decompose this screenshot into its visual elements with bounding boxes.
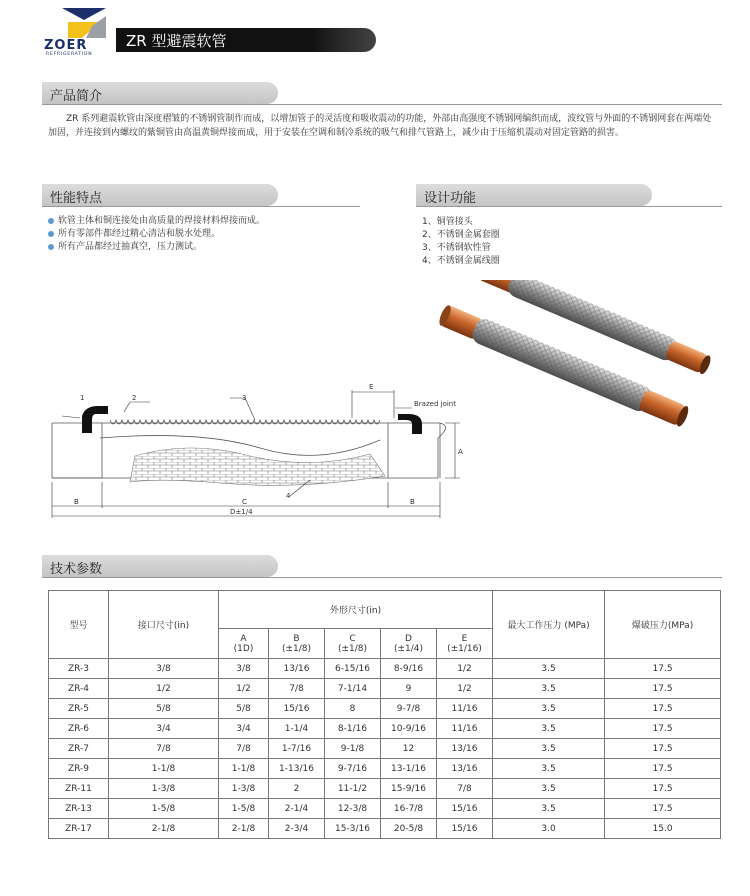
cell-max-pressure: 3.5 xyxy=(493,799,605,819)
diagram-label-3: 3 xyxy=(242,394,247,402)
cell-e: 1/2 xyxy=(437,659,493,679)
cell-burst-pressure: 17.5 xyxy=(605,739,721,759)
table-row xyxy=(49,679,721,699)
features-heading-rule xyxy=(42,206,360,207)
feature-text: 软管主体和铜连接处由高质量的焊接材料焊接而成。 xyxy=(58,216,266,226)
cell-d: 9 xyxy=(381,679,437,699)
cell-b: 13/16 xyxy=(269,659,325,679)
design-list xyxy=(422,216,622,268)
cell-a: 7/8 xyxy=(219,739,269,759)
col-header-b xyxy=(269,629,325,659)
cell-b: 2 xyxy=(269,779,325,799)
col-header-max-pressure: 最大工作压力 (MPa) xyxy=(493,591,605,659)
cell-max-pressure: 3.5 xyxy=(493,719,605,739)
cross-section-diagram xyxy=(40,378,470,523)
cell-model: ZR-11 xyxy=(49,779,109,799)
cell-port: 1/2 xyxy=(109,679,219,699)
col-header-c-tol: (±1/8) xyxy=(337,643,368,654)
table-row xyxy=(49,799,721,819)
cell-e: 15/16 xyxy=(437,799,493,819)
col-header-c xyxy=(325,629,381,659)
cell-burst-pressure: 15.0 xyxy=(605,819,721,839)
cell-c: 8-1/16 xyxy=(325,719,381,739)
specs-table xyxy=(48,590,721,839)
table-row xyxy=(49,819,721,839)
braid-net-area xyxy=(130,448,385,485)
list-item: 3、不锈钢软性管 xyxy=(422,243,491,253)
cell-a: 3/8 xyxy=(219,659,269,679)
cell-b: 1-7/16 xyxy=(269,739,325,759)
cell-burst-pressure: 17.5 xyxy=(605,759,721,779)
col-header-outer: 外形尺寸(in) xyxy=(219,591,493,629)
cell-c: 9-7/16 xyxy=(325,759,381,779)
table-row xyxy=(49,779,721,799)
col-header-model: 型号 xyxy=(49,591,109,659)
diagram-label-brazed: Brazed joint xyxy=(414,400,456,408)
cell-port: 2-1/8 xyxy=(109,819,219,839)
cell-d: 10-9/16 xyxy=(381,719,437,739)
features-heading: 性能特点 xyxy=(50,191,103,206)
cell-b: 15/16 xyxy=(269,699,325,719)
cell-c: 9-1/8 xyxy=(325,739,381,759)
cell-port: 1-3/8 xyxy=(109,779,219,799)
cell-e: 7/8 xyxy=(437,779,493,799)
col-header-e-name: E xyxy=(461,633,468,644)
col-header-burst-pressure: 爆破压力(MPa) xyxy=(605,591,721,659)
cell-b: 1-1/4 xyxy=(269,719,325,739)
cell-e: 13/16 xyxy=(437,759,493,779)
table-row xyxy=(49,659,721,679)
cell-max-pressure: 3.5 xyxy=(493,659,605,679)
col-header-c-name: C xyxy=(349,633,356,644)
diagram-label-d: D±1/4 xyxy=(230,508,253,516)
cell-port: 1-1/8 xyxy=(109,759,219,779)
cell-c: 12-3/8 xyxy=(325,799,381,819)
cell-d: 12 xyxy=(381,739,437,759)
cell-model: ZR-13 xyxy=(49,799,109,819)
cell-d: 16-7/8 xyxy=(381,799,437,819)
cell-d: 15-9/16 xyxy=(381,779,437,799)
cell-port: 5/8 xyxy=(109,699,219,719)
bullet-icon xyxy=(48,244,54,250)
brand-tagline: REFRIGERATION xyxy=(46,52,93,57)
cell-c: 7-1/14 xyxy=(325,679,381,699)
table-row xyxy=(49,759,721,779)
cell-max-pressure: 3.5 xyxy=(493,779,605,799)
col-header-e-tol: (±1/16) xyxy=(447,643,482,654)
col-header-b-tol: (±1/8) xyxy=(281,643,312,654)
cell-b: 1-13/16 xyxy=(269,759,325,779)
bullet-icon xyxy=(48,231,54,237)
cell-a: 3/4 xyxy=(219,719,269,739)
cell-e: 13/16 xyxy=(437,739,493,759)
bullet-icon xyxy=(48,218,54,224)
col-header-a xyxy=(219,629,269,659)
col-header-b-name: B xyxy=(293,633,300,644)
cell-c: 6-15/16 xyxy=(325,659,381,679)
cell-model: ZR-9 xyxy=(49,759,109,779)
cell-c: 15-3/16 xyxy=(325,819,381,839)
col-header-a-name: A xyxy=(240,633,247,644)
specs-heading: 技术参数 xyxy=(50,562,103,577)
cell-c: 11-1/2 xyxy=(325,779,381,799)
hose-lower xyxy=(436,302,691,430)
cell-e: 11/16 xyxy=(437,719,493,739)
cell-model: ZR-5 xyxy=(49,699,109,719)
cell-a: 1-5/8 xyxy=(219,799,269,819)
diagram-label-b-left: B xyxy=(74,498,79,506)
cell-model: ZR-4 xyxy=(49,679,109,699)
cell-model: ZR-7 xyxy=(49,739,109,759)
cell-model: ZR-17 xyxy=(49,819,109,839)
cell-burst-pressure: 17.5 xyxy=(605,659,721,679)
hose-upper xyxy=(474,280,714,377)
cell-max-pressure: 3.5 xyxy=(493,699,605,719)
cell-max-pressure: 3.5 xyxy=(493,679,605,699)
cell-e: 15/16 xyxy=(437,819,493,839)
cell-port: 3/4 xyxy=(109,719,219,739)
cell-b: 2-3/4 xyxy=(269,819,325,839)
brand-name: ZOER xyxy=(44,38,88,53)
cell-e: 1/2 xyxy=(437,679,493,699)
cell-burst-pressure: 17.5 xyxy=(605,699,721,719)
specs-heading-rule xyxy=(42,577,722,578)
feature-text: 所有产品都经过抽真空，压力测试。 xyxy=(58,242,203,252)
ferrule-left xyxy=(82,406,108,433)
diagram-label-b-right: B xyxy=(410,498,415,506)
cell-a: 5/8 xyxy=(219,699,269,719)
cell-max-pressure: 3.0 xyxy=(493,819,605,839)
list-item: 4、不锈钢金属线圈 xyxy=(422,256,500,266)
col-header-d xyxy=(381,629,437,659)
cell-a: 2-1/8 xyxy=(219,819,269,839)
design-heading-rule xyxy=(416,206,722,207)
list-item: 2、不锈钢金属套圈 xyxy=(422,230,500,240)
diagram-label-2: 2 xyxy=(132,394,137,402)
features-list xyxy=(48,215,368,254)
table-row xyxy=(49,719,721,739)
cell-c: 8 xyxy=(325,699,381,719)
ferrule-right xyxy=(398,414,422,434)
cell-model: ZR-6 xyxy=(49,719,109,739)
cell-burst-pressure: 17.5 xyxy=(605,679,721,699)
dimension-e xyxy=(352,390,394,418)
diagram-label-1: 1 xyxy=(80,394,85,402)
cell-burst-pressure: 17.5 xyxy=(605,719,721,739)
page-title: ZR 型避震软管 xyxy=(126,32,227,50)
diagram-label-a: A xyxy=(458,448,463,456)
intro-heading-rule xyxy=(42,104,722,105)
cell-b: 2-1/4 xyxy=(269,799,325,819)
cell-max-pressure: 3.5 xyxy=(493,759,605,779)
cell-a: 1-1/8 xyxy=(219,759,269,779)
list-item: 1、铜管接头 xyxy=(422,217,473,227)
col-header-e xyxy=(437,629,493,659)
product-photo xyxy=(420,280,730,480)
col-header-d-tol: (±1/4) xyxy=(393,643,424,654)
design-heading: 设计功能 xyxy=(424,191,477,206)
cell-port: 1-5/8 xyxy=(109,799,219,819)
col-header-a-tol: (1D) xyxy=(233,643,254,654)
cell-d: 8-9/16 xyxy=(381,659,437,679)
cell-b: 7/8 xyxy=(269,679,325,699)
list-item xyxy=(48,215,368,228)
cell-model: ZR-3 xyxy=(49,659,109,679)
col-header-d-name: D xyxy=(405,633,412,644)
diagram-label-e: E xyxy=(369,383,374,391)
table-row xyxy=(49,739,721,759)
cell-d: 9-7/8 xyxy=(381,699,437,719)
diagram-label-4: 4 xyxy=(286,492,291,500)
diagram-label-c: C xyxy=(242,498,247,506)
table-row xyxy=(49,699,721,719)
cell-d: 20-5/8 xyxy=(381,819,437,839)
intro-heading: 产品简介 xyxy=(50,89,103,104)
feature-text: 所有零部件都经过精心清洁和脱水处理。 xyxy=(58,229,221,239)
cell-max-pressure: 3.5 xyxy=(493,739,605,759)
cell-burst-pressure: 17.5 xyxy=(605,779,721,799)
cell-e: 11/16 xyxy=(437,699,493,719)
specs-table-body xyxy=(49,659,721,839)
col-header-port: 接口尺寸(in) xyxy=(109,591,219,659)
list-item xyxy=(48,228,368,241)
cell-a: 1-3/8 xyxy=(219,779,269,799)
cell-a: 1/2 xyxy=(219,679,269,699)
list-item xyxy=(48,241,368,254)
cell-d: 13-1/16 xyxy=(381,759,437,779)
cell-port: 3/8 xyxy=(109,659,219,679)
intro-text: ZR 系列避震软管由深度褶皱的不锈钢管制作而成，以增加管子的灵活度和吸收震动的功能，外部由高强度不锈钢网编织而成，波纹管与外面的不锈钢网套在两端处加固，并连接到内螺纹的紫铜管由高温黄铜焊接而成，用于安装在空调和制冷系统的吸气和排气管路上，减少由于压缩机震动对固定管路的损害。 xyxy=(48,114,712,138)
cell-port: 7/8 xyxy=(109,739,219,759)
zoer-logo-mark-icon xyxy=(62,8,106,38)
cell-burst-pressure: 17.5 xyxy=(605,799,721,819)
